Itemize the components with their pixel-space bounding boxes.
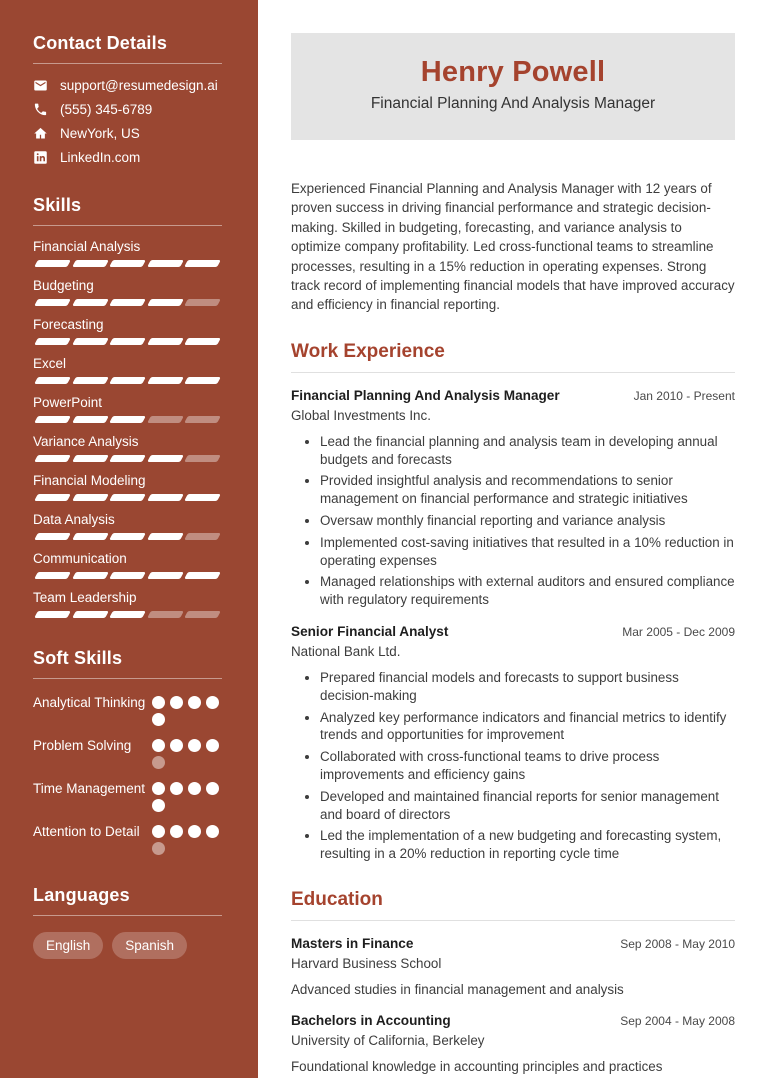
skill-level-bar [33, 338, 222, 345]
skill-bar-segment [109, 455, 145, 462]
contact-text: (555) 345-6789 [60, 101, 153, 117]
languages-title: Languages [33, 885, 222, 916]
skill-name: Data Analysis [33, 512, 115, 527]
skill-bar-segment [185, 455, 221, 462]
school-name: University of California, Berkeley [291, 1032, 485, 1048]
soft-skill-item [33, 737, 222, 769]
rating-dot [170, 696, 183, 709]
education-title: Education [291, 889, 735, 921]
job-entry [291, 388, 735, 609]
soft-skills-list [33, 694, 222, 855]
skill-bar-segment [185, 494, 221, 501]
skill-bar-segment [109, 377, 145, 384]
education-dates: Sep 2004 - May 2008 [620, 1013, 735, 1028]
job-bullet: • Led the implementation of a new budgeting and forecasting system, resulting in a 20% reduction in reporting cycle time [320, 827, 735, 863]
jobs-list [291, 388, 735, 863]
skills-section [33, 195, 222, 618]
skill-item [33, 317, 222, 345]
skill-item [33, 512, 222, 540]
skill-bar-segment [147, 416, 183, 423]
job-bullet: • Implemented cost-saving initiatives that resulted in a 10% reduction in operating expenses [320, 534, 735, 570]
education-dates: Sep 2008 - May 2010 [620, 936, 735, 951]
skill-bar-segment [109, 533, 145, 540]
rating-dot [152, 739, 165, 752]
education-description: Foundational knowledge in accounting principles and practices [291, 1058, 663, 1074]
job-title: Financial Planning And Analysis Manager [291, 387, 560, 403]
skill-bar-segment [34, 377, 70, 384]
main-content [258, 0, 768, 1078]
skill-bar-segment [109, 572, 145, 579]
contact-list [33, 78, 222, 165]
job-bullet: • Developed and maintained financial reports for senior management and board of directors [320, 788, 735, 824]
skill-bar-segment [185, 299, 221, 306]
rating-dot [152, 782, 165, 795]
job-header [291, 388, 735, 404]
job-entry [291, 624, 735, 863]
skill-level-bar [33, 572, 222, 579]
skill-bar-segment [34, 338, 70, 345]
education-entry [291, 1013, 735, 1075]
phone-icon [33, 102, 48, 117]
rating-dot [170, 782, 183, 795]
skill-item [33, 278, 222, 306]
skill-name: Financial Analysis [33, 239, 141, 254]
job-bullet: • Provided insightful analysis and recommendations to senior management on financial performance and strategic initiatives [320, 472, 735, 508]
skill-bar-segment [72, 260, 108, 267]
skill-bar-segment [72, 533, 108, 540]
skill-bar-segment [72, 377, 108, 384]
job-bullet: • Prepared financial models and forecasts to support business decision-making [320, 669, 735, 705]
skill-bar-segment [72, 416, 108, 423]
job-bullets [291, 669, 735, 863]
skill-item [33, 356, 222, 384]
home-icon [33, 126, 48, 141]
skill-bar-segment [34, 611, 70, 618]
skill-bar-segment [109, 338, 145, 345]
degree-title: Bachelors in Accounting [291, 1012, 451, 1028]
skill-bar-segment [147, 494, 183, 501]
soft-skill-name: Analytical Thinking [33, 695, 146, 710]
rating-dot [152, 799, 165, 812]
contact-text: support@resumedesign.ai [60, 77, 218, 93]
soft-skill-rating [152, 823, 222, 855]
summary-text: Experienced Financial Planning and Analysis Manager with 12 years of proven success in driving financial performance and strategic decision-making. Skilled in budgeting, forecasting, and variance analysis to optimize company profitability. Led cross-functional teams to streamline processes, resulting in a 15% reduction in operating expenses. Strong track record of implementing financial models that have improved accuracy and efficiency in financial reporting. [291, 181, 735, 313]
skill-name: Variance Analysis [33, 434, 139, 449]
skill-name: Forecasting [33, 317, 104, 332]
skill-bar-segment [185, 260, 221, 267]
skill-bar-segment [147, 299, 183, 306]
skill-name: PowerPoint [33, 395, 103, 410]
rating-dot [152, 713, 165, 726]
skill-bar-segment [147, 377, 183, 384]
education-list [291, 936, 735, 1075]
skill-item [33, 551, 222, 579]
skill-name: Team Leadership [33, 590, 137, 605]
header-box [291, 33, 735, 140]
job-bullet: • Oversaw monthly financial reporting and variance analysis [320, 512, 735, 530]
job-header [291, 624, 735, 640]
rating-dot [188, 825, 201, 838]
skill-bar-segment [185, 377, 221, 384]
languages-section [33, 885, 222, 959]
skill-bar-segment [109, 299, 145, 306]
language-pill: Spanish [112, 932, 187, 959]
skill-bar-segment [185, 416, 221, 423]
job-bullet: • Managed relationships with external auditors and ensured compliance with regulatory requirements [320, 573, 735, 609]
skill-name: Budgeting [33, 278, 94, 293]
job-bullet: • Lead the financial planning and analysis team in developing annual budgets and forecasts [320, 433, 735, 469]
skill-bar-segment [109, 611, 145, 618]
skill-name: Excel [33, 356, 67, 371]
skill-name: Financial Modeling [33, 473, 146, 488]
skill-bar-segment [185, 572, 221, 579]
education-description: Advanced studies in financial management and analysis [291, 981, 624, 997]
skills-title: Skills [33, 195, 222, 226]
rating-dot [206, 825, 219, 838]
rating-dot [206, 696, 219, 709]
soft-skill-name: Attention to Detail [33, 824, 140, 839]
skill-bar-segment [109, 494, 145, 501]
rating-dot [188, 739, 201, 752]
skill-bar-segment [147, 611, 183, 618]
skill-level-bar [33, 494, 222, 501]
skills-list [33, 239, 222, 618]
job-company: Global Investments Inc. [291, 407, 431, 423]
rating-dot [188, 696, 201, 709]
skill-level-bar [33, 260, 222, 267]
rating-dot [206, 782, 219, 795]
contact-item [33, 126, 222, 141]
rating-dot [170, 739, 183, 752]
skill-bar-segment [34, 299, 70, 306]
skill-bar-segment [34, 260, 70, 267]
skill-bar-segment [72, 299, 108, 306]
candidate-name: Henry Powell [420, 56, 606, 88]
skill-bar-segment [185, 611, 221, 618]
contact-item [33, 150, 222, 165]
skill-level-bar [33, 416, 222, 423]
rating-dot [152, 825, 165, 838]
skill-bar-segment [72, 338, 108, 345]
soft-skill-name: Time Management [33, 781, 146, 796]
soft-skill-rating [152, 780, 222, 812]
skill-level-bar [33, 377, 222, 384]
skill-bar-segment [147, 338, 183, 345]
contact-item [33, 102, 222, 117]
soft-skill-name: Problem Solving [33, 738, 132, 753]
skill-bar-segment [147, 260, 183, 267]
email-icon [33, 78, 48, 93]
education-header [291, 1013, 735, 1029]
skill-bar-segment [34, 494, 70, 501]
skill-item [33, 590, 222, 618]
job-dates: Jan 2010 - Present [633, 388, 735, 403]
language-pill: English [33, 932, 103, 959]
skill-name: Communication [33, 551, 127, 566]
contact-item [33, 78, 222, 93]
skill-level-bar [33, 533, 222, 540]
skill-level-bar [33, 299, 222, 306]
skill-bar-segment [72, 455, 108, 462]
contact-text: LinkedIn.com [60, 149, 141, 165]
rating-dot [188, 782, 201, 795]
job-bullet: • Collaborated with cross-functional teams to drive process improvements and efficiency gains [320, 748, 735, 784]
job-bullets [291, 433, 735, 609]
skill-item [33, 434, 222, 462]
soft-skill-rating [152, 694, 222, 726]
skill-bar-segment [72, 572, 108, 579]
skill-bar-segment [109, 416, 145, 423]
soft-skill-item [33, 780, 222, 812]
soft-skills-section [33, 648, 222, 855]
rating-dot [152, 696, 165, 709]
rating-dot [152, 842, 165, 855]
skill-item [33, 395, 222, 423]
sidebar [0, 0, 258, 1078]
skill-bar-segment [72, 494, 108, 501]
skill-item [33, 239, 222, 267]
job-bullet: • Analyzed key performance indicators and financial metrics to identify trends and opportunities for improvement [320, 709, 735, 745]
skill-bar-segment [109, 260, 145, 267]
skill-level-bar [33, 611, 222, 618]
skill-bar-segment [34, 416, 70, 423]
candidate-role: Financial Planning And Analysis Manager [370, 95, 656, 112]
soft-skill-item [33, 823, 222, 855]
skill-bar-segment [147, 533, 183, 540]
education-header [291, 936, 735, 952]
soft-skill-rating [152, 737, 222, 769]
linkedin-icon [33, 150, 48, 165]
job-title: Senior Financial Analyst [291, 624, 449, 640]
contact-text: NewYork, US [60, 125, 140, 141]
work-experience-title: Work Experience [291, 341, 735, 373]
skill-bar-segment [34, 533, 70, 540]
languages-list [33, 932, 222, 959]
rating-dot [206, 739, 219, 752]
rating-dot [170, 825, 183, 838]
job-dates: Mar 2005 - Dec 2009 [622, 625, 735, 640]
contact-section [33, 33, 222, 165]
skill-bar-segment [147, 455, 183, 462]
soft-skills-title: Soft Skills [33, 648, 222, 679]
degree-title: Masters in Finance [291, 935, 414, 951]
skill-bar-segment [34, 572, 70, 579]
soft-skill-item [33, 694, 222, 726]
skill-bar-segment [185, 533, 221, 540]
skill-item [33, 473, 222, 501]
skill-bar-segment [34, 455, 70, 462]
skill-bar-segment [147, 572, 183, 579]
skill-level-bar [33, 455, 222, 462]
contact-title: Contact Details [33, 33, 222, 64]
job-company: National Bank Ltd. [291, 644, 401, 660]
school-name: Harvard Business School [291, 955, 442, 971]
rating-dot [152, 756, 165, 769]
skill-bar-segment [72, 611, 108, 618]
skill-bar-segment [185, 338, 221, 345]
education-entry [291, 936, 735, 998]
